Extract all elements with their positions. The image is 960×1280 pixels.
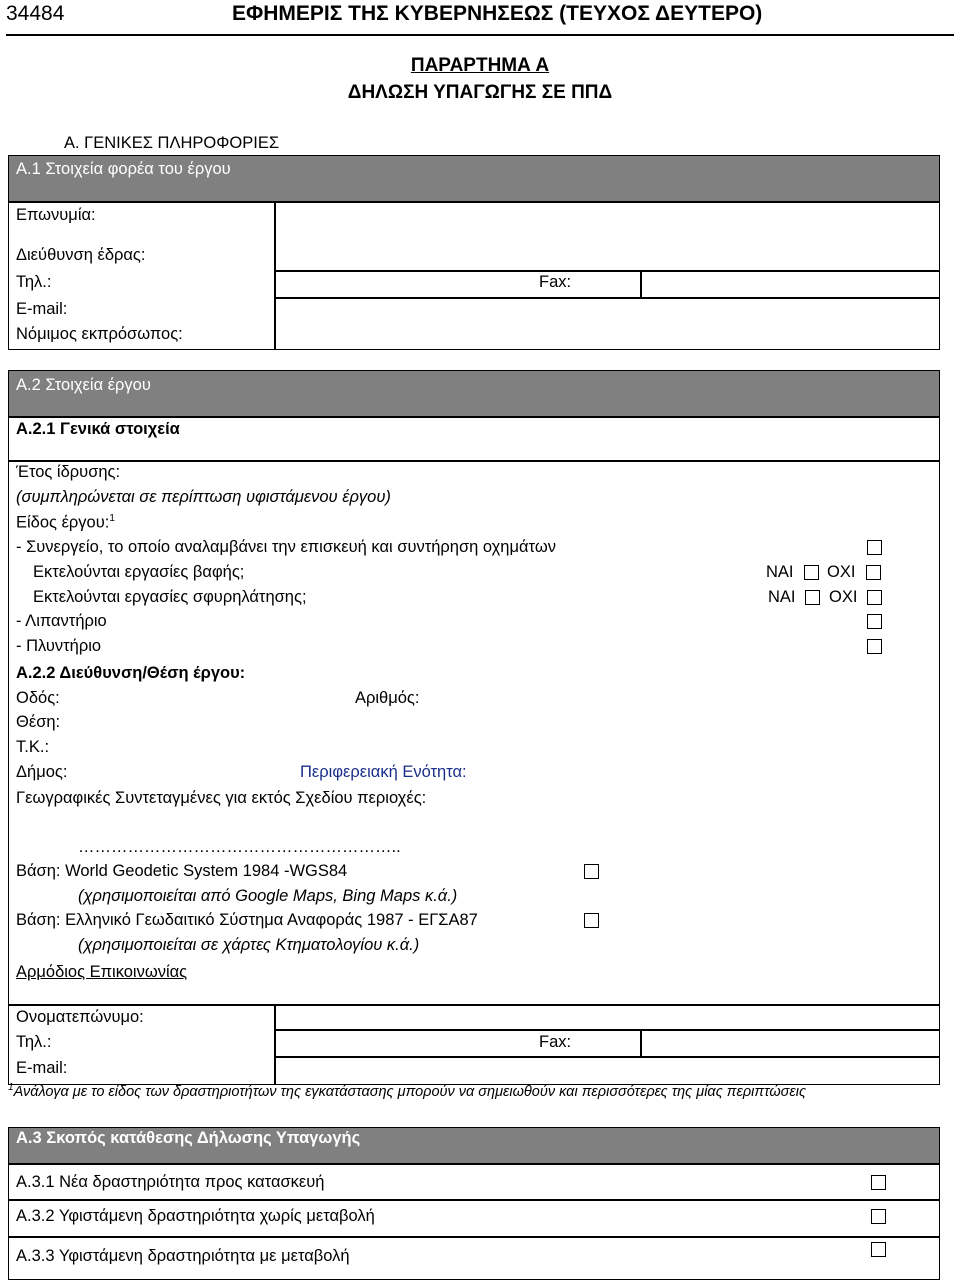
wgs84-note: (χρησιμοποιείται από Google Maps, Bing Maps κ.ά.) [78,887,458,905]
wgs84-checkbox[interactable] [584,864,599,879]
municipality-label: Δήμος: [16,763,68,781]
header-divider [6,34,954,36]
a1-email-label: E-mail: [16,300,68,318]
forging-yes-checkbox[interactable] [805,590,820,605]
forging-question: Εκτελούνται εργασίες σφυρηλάτησης; [33,588,307,606]
a1-phone-top [274,270,940,272]
year-founded-note: (συμπληρώνεται σε περίπτωση υφιστάμενου έργου) [16,488,391,506]
a22-heading: Α.2.2 Διεύθυνση/Θέση έργου: [16,664,246,682]
a3-option-existing-changed: Α.3.3 Υφιστάμενη δραστηριότητα με μεταβολή [16,1247,350,1265]
contact-phone-bottom [274,1056,940,1058]
a1-divider [8,201,940,203]
year-founded-label: Έτος ίδρυσης: [16,463,121,481]
a3-changed-checkbox[interactable] [871,1242,886,1257]
a21-heading: Α.2.1 Γενικά στοιχεία [16,420,180,438]
coordinates-label: Γεωγραφικές Συντεταγμένες για εκτός Σχεδίου περιοχές: [16,789,427,807]
footnote: $^1$Ανάλογα με το είδος των δραστηριοτήτων της εγκατάστασης μπορούν να σημειωθούν και περισσότερες της μίας περιπτώσεις [8,1082,807,1100]
type-carwash: - Πλυντήριο [16,637,102,655]
a3-row-divider-2 [8,1236,940,1238]
ggrs87-note: (χρησιμοποιείται σε χάρτες Κτηματολογίου κ.ά.) [78,936,420,954]
a3-heading: Α.3 Σκοπός κατάθεσης Δήλωσης Υπαγωγής [16,1129,361,1147]
a1-legal-rep-label: Νόμιμος εκπρόσωπος: [16,325,183,343]
lubricant-checkbox[interactable] [867,614,882,629]
contact-divider [8,1004,940,1006]
regional-unit-label: Περιφερειακή Ενότητα: [300,763,467,781]
a1-table [8,155,940,350]
wgs84-label: Βάση: World Geodetic System 1984 -WGS84 [16,862,348,880]
garage-checkbox[interactable] [867,540,882,555]
painting-no-label: ΟΧΙ [827,563,856,581]
ggrs87-checkbox[interactable] [584,913,599,928]
a2-divider [8,416,940,418]
a3-option-existing-unchanged: Α.3.2 Υφιστάμενη δραστηριότητα χωρίς μεταβολή [16,1207,375,1225]
a1-address-label: Διεύθυνση έδρας: [16,246,146,264]
postal-code-label: Τ.Κ.: [16,738,50,756]
annex-title: ΠΑΡΑΡΤΗΜΑ Α [410,55,550,76]
carwash-checkbox[interactable] [867,639,882,654]
painting-yes-checkbox[interactable] [804,565,819,580]
contact-heading: Αρμόδιος Επικοινωνίας [16,963,188,981]
type-garage: - Συνεργείο, το οποίο αναλαμβάνει την επισκευή και συντήρηση οχημάτων [16,538,556,556]
page-number: 34484 [6,2,65,25]
a3-row-divider-1 [8,1199,940,1201]
contact-col-divider [274,1004,276,1085]
painting-question: Εκτελούνται εργασίες βαφής; [33,563,245,581]
forging-yes-label: ΝΑΙ [768,588,796,606]
contact-phone-top [274,1029,940,1031]
a3-new-checkbox[interactable] [871,1175,886,1190]
a2-heading: Α.2 Στοιχεία έργου [16,376,151,394]
a3-option-new: Α.3.1 Νέα δραστηριότητα προς κατασκευή [16,1173,325,1191]
a1-heading: Α.1 Στοιχεία φορέα του έργου [16,160,231,178]
footnote-mark: 1 [8,1082,14,1093]
a3-divider [8,1163,940,1165]
annex-subtitle: ΔΗΛΩΣΗ ΥΠΑΓΩΓΗΣ ΣΕ ΠΠΔ [347,82,613,103]
a1-fax-divider [640,270,642,297]
number-label: Αριθμός: [355,689,420,707]
ggrs87-label: Βάση: Ελληνικό Γεωδαιτικό Σύστημα Αναφοράς 1987 - ΕΓΣΑ87 [16,911,478,929]
contact-phone-label: Τηλ.: [16,1033,52,1051]
a1-phone-bottom [274,297,940,299]
type-lubricant: - Λιπαντήριο [16,612,107,630]
contact-fax-divider [640,1029,642,1056]
a1-col-divider [274,201,276,350]
a1-name-label: Επωνυμία: [16,206,96,224]
a1-phone-label: Τηλ.: [16,273,52,291]
coordinates-dots: ………………………………………………….. [78,838,401,856]
street-label: Οδός: [16,689,60,707]
footnote-ref: 1 [109,513,115,524]
a21-divider [8,460,940,462]
a3-unchanged-checkbox[interactable] [871,1209,886,1224]
gazette-title: ΕΦΗΜΕΡΙΣ ΤΗΣ ΚΥΒΕΡΝΗΣΕΩΣ (ΤΕΥΧΟΣ ΔΕΥΤΕΡΟ) [232,2,763,25]
location-label: Θέση: [16,713,61,731]
section-a-heading: Α. ΓΕΝΙΚΕΣ ΠΛΗΡΟΦΟΡΙΕΣ [64,134,280,152]
contact-fax-label: Fax: [539,1033,572,1051]
a1-fax-label: Fax: [539,273,572,291]
contact-email-label: E-mail: [16,1059,68,1077]
project-type-label: Είδος έργου:$^1$ [16,513,115,532]
contact-name-label: Ονοματεπώνυμο: [16,1008,144,1026]
forging-no-label: ΟΧΙ [829,588,858,606]
forging-no-checkbox[interactable] [867,590,882,605]
painting-no-checkbox[interactable] [866,565,881,580]
painting-yes-label: ΝΑΙ [766,563,794,581]
